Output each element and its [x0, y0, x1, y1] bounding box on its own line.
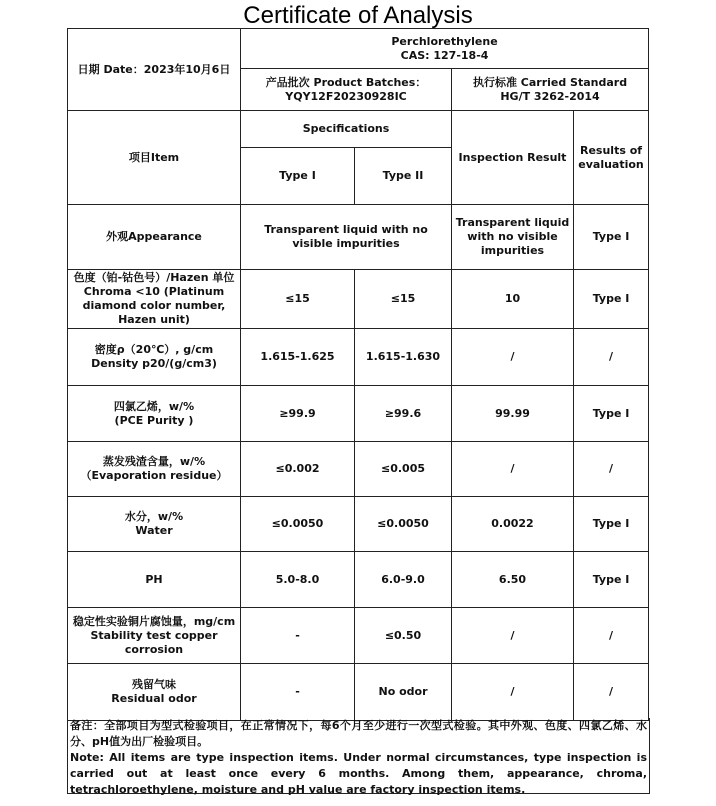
item-cell [68, 270, 241, 329]
note-box [67, 718, 650, 794]
type2-cell: 1.615-1.630 [355, 329, 452, 386]
type2-cell: ≥99.6 [355, 386, 452, 442]
table-row [68, 608, 649, 664]
product-cell [241, 29, 649, 69]
evaluation-cell: / [574, 329, 649, 386]
inspection-result-header: Inspection Result [452, 111, 574, 205]
item-en: Chroma <10 (Platinum diamond color number, Hazen unit) [82, 285, 226, 326]
item-header: 项目Item [68, 111, 241, 205]
evaluation-cell: / [574, 664, 649, 721]
result-cell: / [452, 442, 574, 497]
result-cell: 6.50 [452, 552, 574, 608]
item-cn: 色度（铂-钴色号）/Hazen 单位 [73, 271, 235, 284]
evaluation-cell: Type I [574, 270, 649, 329]
table-row [68, 442, 649, 497]
item-cn: 四氯乙烯，w/% [113, 399, 195, 413]
item-cell [68, 664, 241, 721]
table-row [68, 329, 649, 386]
item-cell [68, 608, 241, 664]
evaluation-cell: Type I [574, 552, 649, 608]
type1-cell: - [241, 608, 355, 664]
type1-header: Type I [241, 148, 355, 205]
evaluation-cell: Type I [574, 497, 649, 552]
item-cell [68, 386, 241, 442]
batch-cell [241, 69, 452, 111]
item-cn: 水分，w/% [124, 510, 184, 523]
spec-cell: Transparent liquid with no visible impurities [241, 205, 452, 270]
note-en: Note: All items are type inspection items. Under normal circumstances, type inspection is carried out at least once every 6 months. Among them, appearance, chroma, tetrachloroethylene, moisture and pH value are factory inspection items. [70, 751, 647, 796]
table-row [68, 552, 649, 608]
evaluation-header: Results of evaluation [574, 111, 649, 205]
item-cn: 蒸发残渣含量，w/% [102, 455, 206, 468]
type2-cell: No odor [355, 664, 452, 721]
item-en: Residual odor [111, 692, 197, 705]
table-row [68, 270, 649, 329]
item-cn: 密度ρ（20℃）, g/cm [94, 343, 214, 356]
type2-header: Type II [355, 148, 452, 205]
table-row [68, 664, 649, 721]
result-cell: / [452, 329, 574, 386]
cas-number: CAS: 127-18-4 [400, 48, 489, 62]
type2-cell: ≤0.005 [355, 442, 452, 497]
batch-label: 产品批次 Product Batches： [265, 75, 427, 89]
item-cn: 残留气味 [132, 678, 176, 691]
type1-cell: ≥99.9 [241, 386, 355, 442]
table-row [68, 497, 649, 552]
evaluation-cell: / [574, 442, 649, 497]
result-cell: Transparent liquid with no visible impurities [452, 205, 574, 270]
result-cell: 0.0022 [452, 497, 574, 552]
type2-cell: ≤0.50 [355, 608, 452, 664]
type2-cell: 6.0-9.0 [355, 552, 452, 608]
standard-cell [452, 69, 649, 111]
item-en: Density p20/(g/cm3) [91, 357, 217, 370]
note-cn: 备注：全部项目为型式检验项目，在正常情况下，每6个月至少进行一次型式检验。其中外观、色度、四氯乙烯、水分、pH值为出厂检验项目。 [70, 719, 647, 748]
product-name: Perchlorethylene [391, 34, 498, 48]
item-en: （Evaporation residue） [80, 469, 228, 482]
standard-label: 执行标准 Carried Standard [472, 75, 628, 89]
item-cn: 稳定性实验铜片腐蚀量，mg/cm [72, 614, 236, 628]
table-row [68, 205, 649, 270]
type1-cell: - [241, 664, 355, 721]
document-title: Certificate of Analysis [243, 2, 473, 29]
type2-cell: ≤15 [355, 270, 452, 329]
specifications-header: Specifications [241, 111, 452, 148]
date-cell: 日期 Date：2023年10月6日 [68, 29, 241, 111]
type1-cell: ≤0.002 [241, 442, 355, 497]
result-cell: 10 [452, 270, 574, 329]
result-cell: / [452, 664, 574, 721]
type1-cell: 5.0-8.0 [241, 552, 355, 608]
item-cell [68, 329, 241, 386]
evaluation-cell: Type I [574, 205, 649, 270]
item-en: (PCE Purity ) [114, 413, 194, 427]
result-cell: / [452, 608, 574, 664]
type1-cell: ≤15 [241, 270, 355, 329]
standard-value: HG/T 3262-2014 [500, 89, 600, 103]
item-cell: 外观Appearance [68, 205, 241, 270]
item-cell [68, 442, 241, 497]
type1-cell: ≤0.0050 [241, 497, 355, 552]
item-en: Water [135, 524, 173, 537]
item-cell [68, 497, 241, 552]
evaluation-cell: / [574, 608, 649, 664]
type2-cell: ≤0.0050 [355, 497, 452, 552]
table-row [68, 386, 649, 442]
type1-cell: 1.615-1.625 [241, 329, 355, 386]
result-cell: 99.99 [452, 386, 574, 442]
batch-value: YQY12F20230928IC [285, 89, 407, 103]
evaluation-cell: Type I [574, 386, 649, 442]
item-cell: PH [68, 552, 241, 608]
item-en: Stability test copper corrosion [90, 628, 218, 656]
coa-table [67, 28, 649, 721]
